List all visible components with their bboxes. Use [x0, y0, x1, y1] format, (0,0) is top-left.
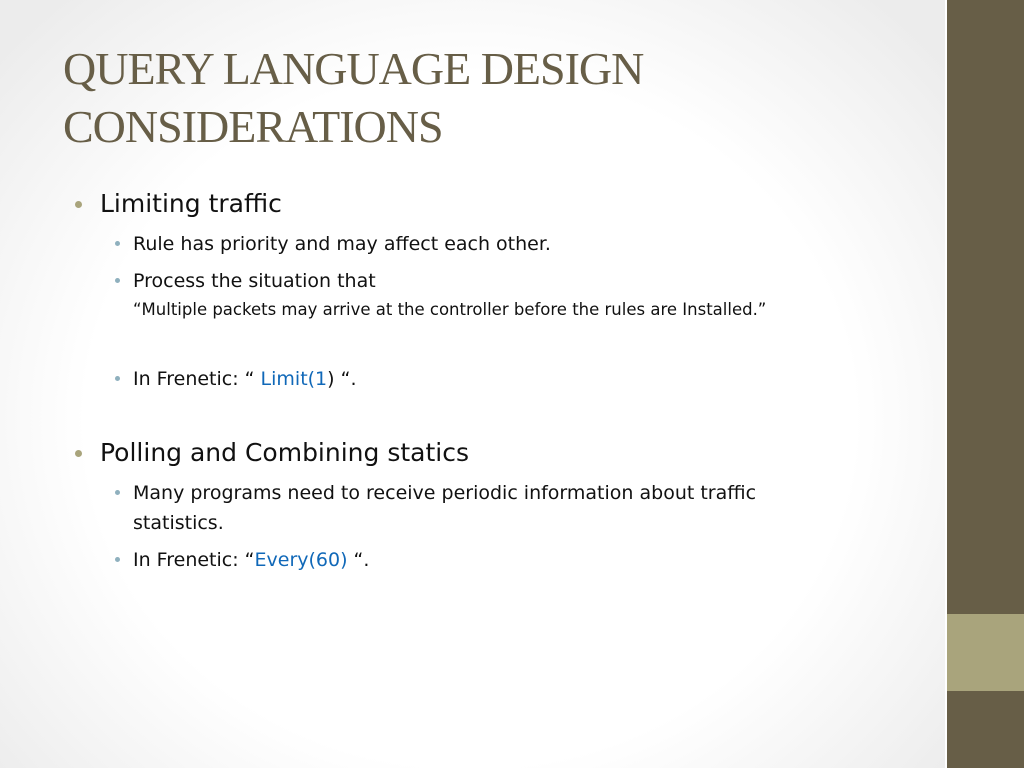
sub-bullet-marker	[115, 376, 120, 381]
list-item-periodic-info-line2: statistics.	[133, 512, 224, 534]
frenetic-prefix: In Frenetic: “	[133, 368, 261, 390]
bullet-marker	[75, 201, 82, 208]
sub-bullet-marker	[115, 278, 120, 283]
list-item-process-situation: Process the situation that	[133, 270, 376, 292]
section-heading-limiting-traffic: Limiting traffic	[100, 189, 282, 218]
frenetic-prefix: In Frenetic: “	[133, 549, 255, 571]
sidebar-accent-block	[947, 614, 1024, 691]
sub-bullet-marker	[115, 241, 120, 246]
list-item-rule-priority: Rule has priority and may affect each other.	[133, 233, 551, 255]
limit-code: Limit(1	[260, 368, 328, 390]
section-heading-polling: Polling and Combining statics	[100, 438, 469, 467]
frenetic-suffix: ) “.	[327, 368, 357, 390]
title-line-2: CONSIDERATIONS	[63, 101, 443, 152]
frenetic-suffix: “.	[347, 549, 370, 571]
list-item-periodic-info-line1: Many programs need to receive periodic information about traffic	[133, 482, 757, 504]
every-code: Every(60)	[254, 549, 348, 571]
sub-bullet-marker	[115, 557, 120, 562]
slide-title	[63, 40, 923, 156]
quote-multiple-packets: “Multiple packets may arrive at the controller before the rules are Installed.”	[133, 300, 767, 319]
list-item-frenetic-every	[133, 548, 369, 572]
title-line-1: QUERY LANGUAGE DESIGN	[63, 43, 644, 94]
sub-bullet-marker	[115, 490, 120, 495]
list-item-frenetic-limit	[133, 367, 357, 391]
bullet-marker	[75, 450, 82, 457]
